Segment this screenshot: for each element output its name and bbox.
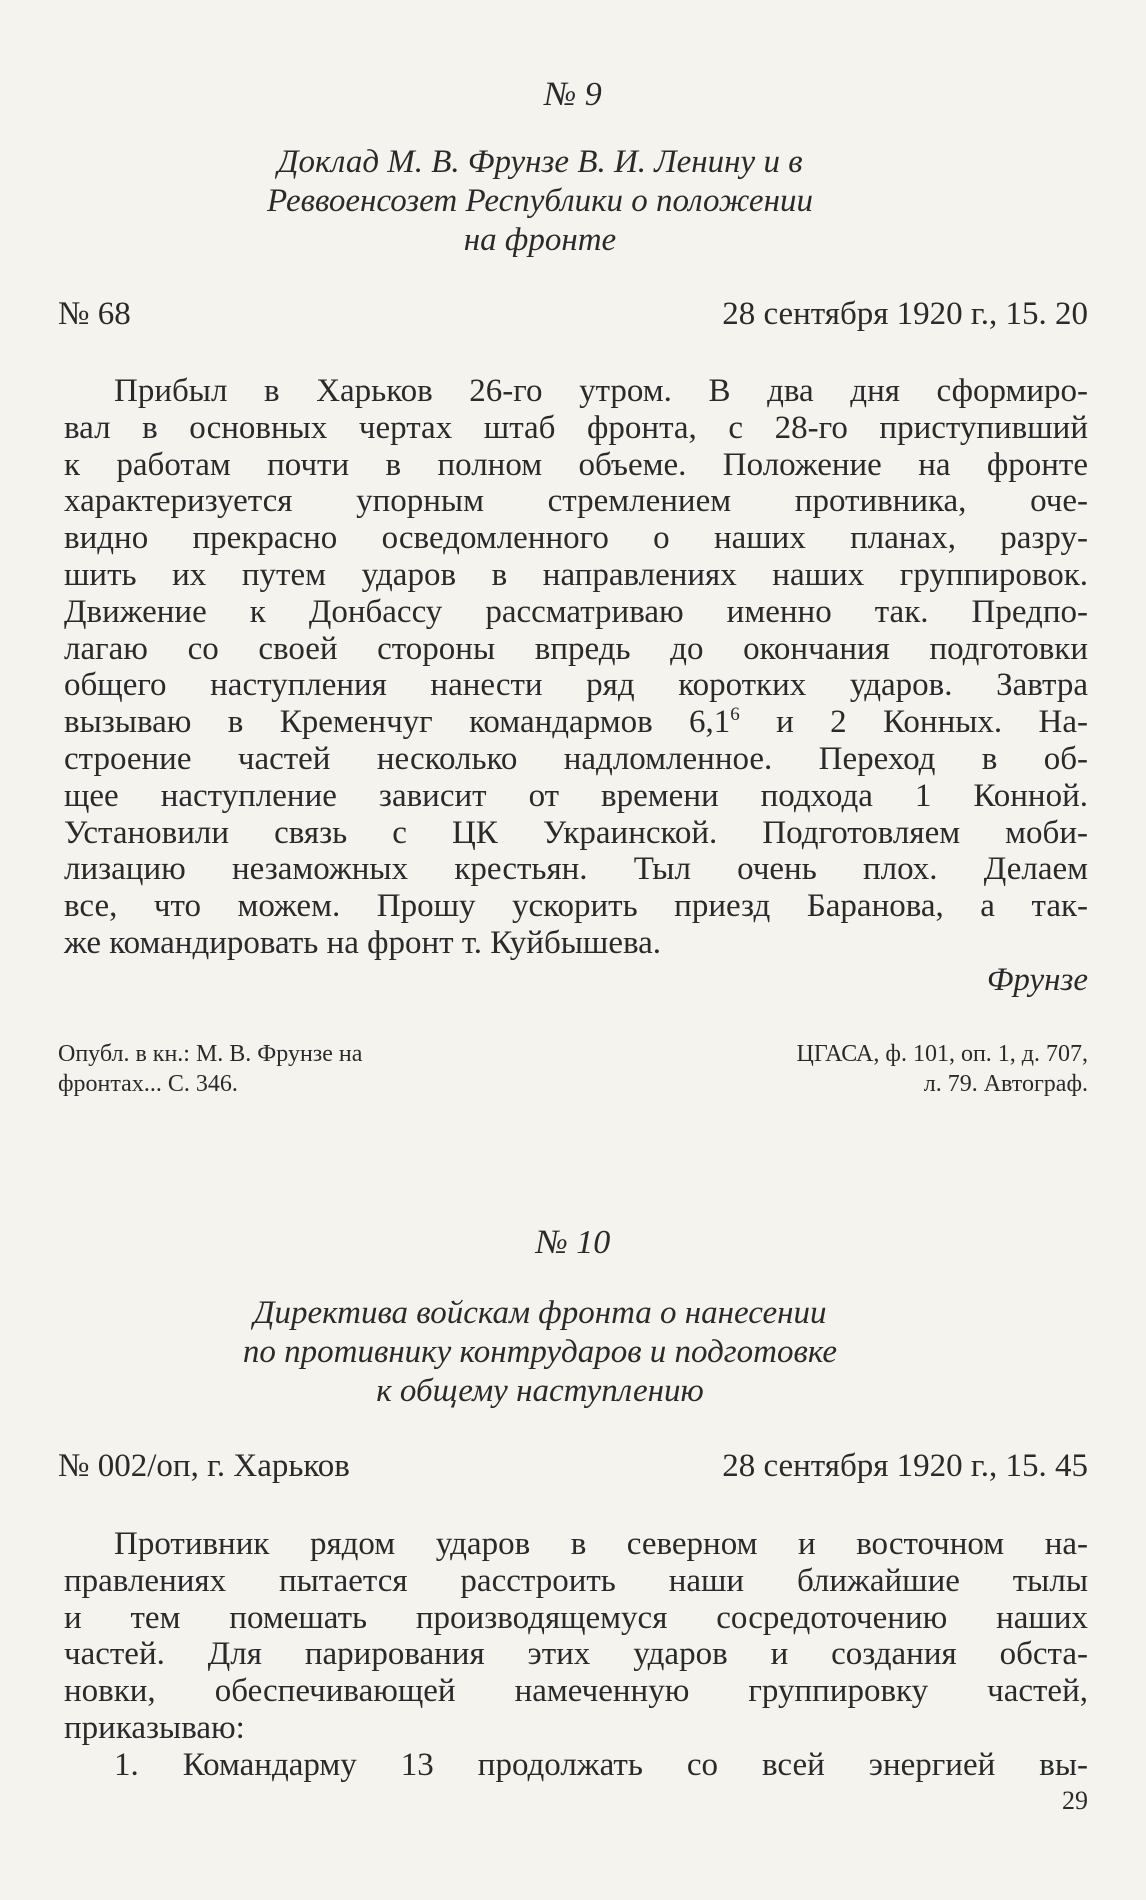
body-line: все, что можем. Прошу ускорить приезд Баранова, а так-: [64, 888, 1088, 925]
body-line: 1. Командарму 13 продолжать со всей энергией вы-: [114, 1746, 1088, 1783]
body-line: общего наступления нанести ряд коротких ударов. Завтра: [64, 667, 1088, 704]
body-line: Установили связь с ЦК Украинской. Подготовляем моби-: [64, 814, 1088, 851]
body-line: Противник рядом ударов в северном и восточном на-: [114, 1526, 1088, 1562]
doc1-date: 28 сентября 1920 г., 15. 20: [722, 296, 1088, 332]
doc2-title-line: Директива войскам фронта о нанесении: [253, 1295, 827, 1331]
doc1-number: № 9: [544, 76, 602, 113]
doc2-number: № 10: [535, 1224, 611, 1261]
body-line: же командировать на фронт т. Куйбышева.: [64, 924, 662, 961]
body-line: частей. Для парирования этих ударов и создания обста-: [64, 1636, 1088, 1673]
doc2-ref: № 002/оп, г. Харьков: [58, 1448, 350, 1484]
body-line: и тем помешать производящемуся сосредоточению наших: [64, 1599, 1088, 1636]
body-line: Прибыл в Харьков 26-го утром. В два дня сформиро-: [114, 373, 1088, 409]
body-line-with-footnote: [64, 704, 1088, 741]
body-line-text: и 2 Конных. На-: [739, 704, 1088, 741]
archive-source: [797, 1039, 1088, 1099]
body-line: новки, обеспечивающей намеченную группировку частей,: [64, 1673, 1088, 1710]
signature: Фрунзе: [986, 962, 1088, 998]
body-line: лагаю со своей стороны впредь до окончания подготовки: [64, 630, 1088, 667]
page-number: 29: [1062, 1786, 1088, 1815]
doc2-date: 28 сентября 1920 г., 15. 45: [722, 1448, 1088, 1484]
source-line: Опубл. в кн.: М. В. Фрунзе на: [58, 1041, 363, 1067]
doc2-body: [64, 1526, 1088, 1784]
body-line: Движение к Донбассу рассматриваю именно так. Предпо-: [64, 593, 1088, 630]
body-line: видно прекрасно осведомленного о наших планах, разру-: [64, 520, 1088, 557]
doc1-title: [150, 143, 930, 260]
source-line: ЦГАСА, ф. 101, оп. 1, д. 707,: [796, 1041, 1088, 1067]
doc1-body: [64, 373, 1088, 962]
doc1-title-line: Доклад М. В. Фрунзе В. И. Ленину и в: [277, 144, 803, 180]
doc2-title-line: по противнику контрударов и подготовке: [242, 1334, 838, 1370]
body-line: шить их путем ударов в направлениях наших группировок.: [64, 556, 1088, 593]
doc1-title-line: Реввоенсозет Республики о положении: [267, 183, 813, 219]
body-line: вал в основных чертах штаб фронта, с 28-го приступивший: [64, 409, 1088, 446]
publication-source: [58, 1039, 362, 1099]
body-line: щее наступление зависит от времени подхода 1 Конной.: [64, 777, 1088, 814]
doc1-title-line: на фронте: [463, 222, 617, 258]
body-line: характеризуется упорным стремлением противника, оче-: [64, 483, 1088, 520]
body-line: лизацию незаможных крестьян. Тыл очень плох. Делаем: [64, 851, 1088, 888]
source-line: фронтах... С. 346.: [58, 1071, 238, 1097]
source-line: л. 79. Автограф.: [923, 1071, 1088, 1097]
body-line: к работам почти в полном объеме. Положение на фронте: [64, 446, 1088, 483]
body-line: приказываю:: [64, 1709, 245, 1746]
doc2-title-line: к общему наступлению: [376, 1373, 704, 1409]
body-line-text: вызываю в Кременчуг командармов 6,1: [64, 704, 731, 741]
doc1-ref: № 68: [58, 296, 131, 332]
footnote-marker: 6: [730, 704, 740, 726]
body-line: правлениях пытается расстроить наши ближайшие тылы: [64, 1562, 1088, 1599]
body-line: строение частей несколько надломленное. Переход в об-: [64, 740, 1088, 777]
doc2-title: [150, 1294, 930, 1411]
